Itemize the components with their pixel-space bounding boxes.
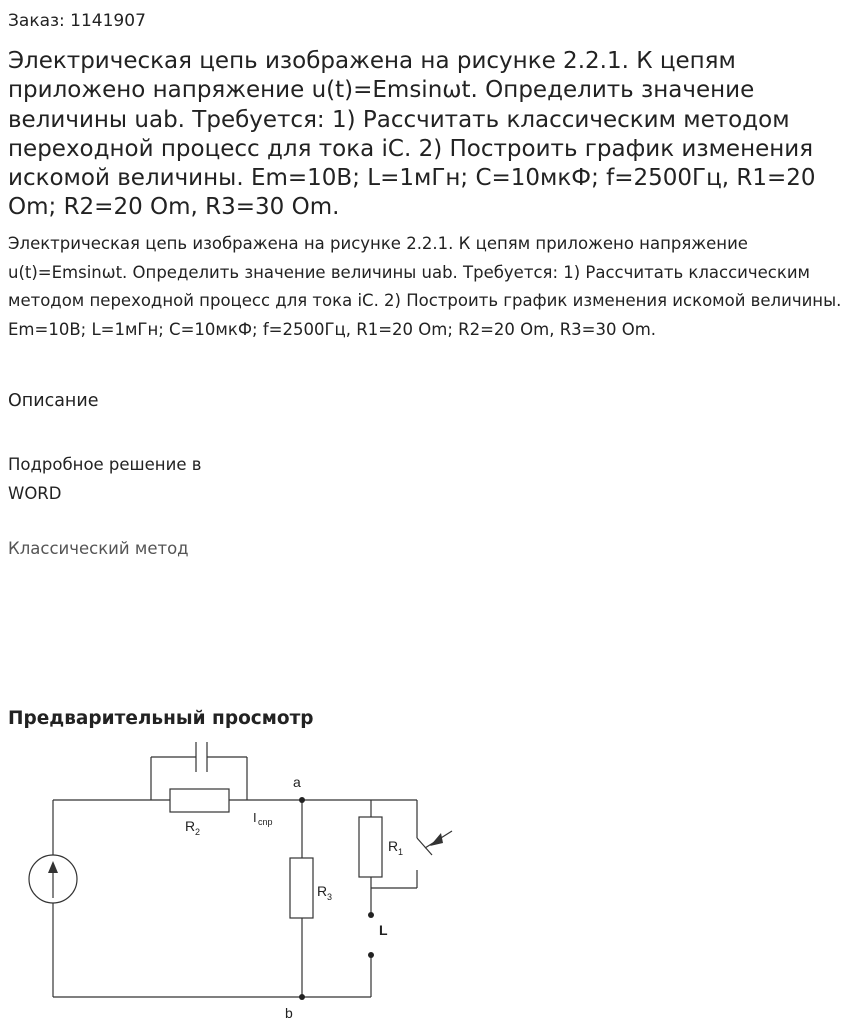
inductor-label: L (379, 922, 388, 938)
r2-subscript: 2 (195, 827, 201, 837)
r1-subscript: 1 (398, 847, 404, 857)
problem-title: Электрическая цепь изображена на рисунке 2.2.1. К цепям приложено напряжение u(t)=Emsinωt. Определить значение величины uab. Требуется: 1) Рассчитать классическим методом переходной процесс для тока iC. 2) Построить график изменения искомой величины. Em=10В; L=1мГн; C=10мкФ; f=2500Гц, R1=20 Om; R2=20 Om, R3=30 Om. (8, 48, 816, 221)
description-method: Классический метод (8, 539, 189, 558)
source-arrow-head (48, 861, 58, 873)
r1-label: R (388, 838, 399, 854)
node-a-dot (299, 797, 305, 803)
preview-heading: Предварительный просмотр (8, 708, 314, 729)
resistor-r1 (359, 817, 382, 877)
node-b-dot (299, 994, 305, 1000)
r3-subscript: 3 (327, 892, 333, 902)
r3-label: R (317, 883, 328, 899)
inductor-top-dot (368, 912, 374, 918)
circuit-diagram (0, 730, 480, 1033)
current-subscript: cnp (258, 817, 273, 827)
switch-blade (417, 838, 432, 855)
resistor-r3 (290, 858, 313, 918)
resistor-r2 (170, 789, 229, 812)
node-a-label: a (293, 774, 301, 790)
switch-arrow-head (430, 833, 443, 846)
order-number: Заказ: 1141907 (8, 11, 146, 31)
node-b-label: b (285, 1005, 293, 1021)
inductor-bottom-dot (368, 952, 374, 958)
r2-label: R (185, 818, 196, 834)
current-label: I (253, 810, 257, 825)
description-detail: Подробное решение в WORD (8, 455, 202, 503)
description-label: Описание (8, 391, 99, 411)
problem-body: Электрическая цепь изображена на рисунке 2.2.1. К цепям приложено напряжение u(t)=Emsinωt. Определить значение величины uab. Требуется: 1) Рассчитать классическим методом переходной процесс для тока iC. 2) Построить график изменения искомой величины. Em=10В; L=1мГн; C=10мкФ; f=2500Гц, R1=20 Om; R2=20 Om, R3=30 Om. (8, 234, 842, 340)
